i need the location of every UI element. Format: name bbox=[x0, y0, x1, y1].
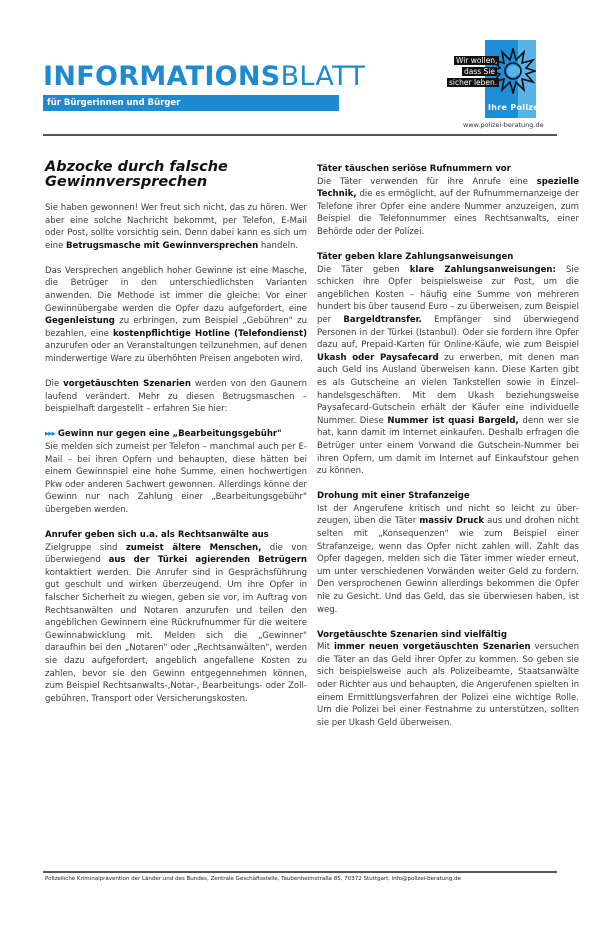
section-heading: Täter geben klare Zahlungsanweisungen bbox=[317, 252, 514, 263]
text: anzurufen oder an Veranstaltungen teilzunehmen, auf denen minderwertige Ware zu überhöhten Preisen angeboten wird. bbox=[45, 341, 307, 365]
intro-paragraph bbox=[45, 202, 307, 252]
text: Zielgruppe sind bbox=[45, 542, 126, 553]
emphasis: Bargeldtransfer. bbox=[343, 315, 422, 326]
slogan-line-1: Wir wollen, bbox=[456, 56, 498, 65]
text: Das Versprechen angeblich hoher Gewinne ist eine Masche, die Betrüger in den unterschiedlichsten Varianten anwenden. Die Methode ist immer die gleiche: Vor einer Gewinnübergabe werden die Opfer dazu aufgefordert, eine bbox=[45, 265, 307, 314]
text: Die bbox=[45, 379, 64, 390]
left-column bbox=[45, 160, 307, 718]
text: die von überwiegend bbox=[45, 542, 307, 566]
title-light: BLATT bbox=[280, 61, 366, 92]
emphasis: aus der Türkei agierenden Betrügern bbox=[108, 555, 308, 566]
text: werden von den Gaunern laufend verändert. Mehr zu diesen Betrugsmaschen – beispielhaft dargestellt – erfahren Sie hier: bbox=[45, 379, 307, 415]
slogan-line-3: sicher leben. bbox=[449, 78, 498, 87]
text: zu erbringen, zum Beispiel „Gebühren" zu bezahlen, eine bbox=[45, 316, 307, 339]
section-threat bbox=[317, 490, 579, 616]
text: die es ermöglicht, auf der Rufnummernanzeige der Telefone ihrer Opfer eine andere Nummer anzuzeigen, zum Beispiel die Telefonnummer eines Rechtsanwalts, einer Behörde oder der Polizei. bbox=[317, 189, 579, 237]
article-title: Abzocke durch falsche Gewinnversprechen bbox=[45, 159, 228, 190]
emphasis: spezielle Technik, bbox=[317, 176, 579, 200]
footer-divider bbox=[43, 871, 557, 873]
emphasis: vorgetäuschten Szenarien bbox=[63, 379, 191, 390]
website-link[interactable]: www.polizei-beratung.de bbox=[463, 121, 544, 129]
document-header bbox=[43, 40, 557, 130]
text: Empfänger sind überwiegend Personen in der Türkei (Istanbul). Oder sie fordern ihre Opfer dazu auf, Prepaid-Karten für Online-Käufe, wie zum Beispiel bbox=[317, 315, 579, 351]
section-spoofing bbox=[317, 163, 579, 239]
text: denn wer sie hat, kann damit im Internet einkaufen. Deshalb erfragen die Betrüger unter einem Vorwand die Gutschein-Nummer bei ihren Opfern, um damit im Internet auf Einkaufstour gehen zu können. bbox=[317, 415, 579, 477]
emphasis: Ukash oder Paysafecard bbox=[317, 352, 439, 363]
text: aus und drohen nicht selten mit „Konsequenzen" wie zum Beispiel einer Strafanzeige, wenn das Opfer nicht zahlen will. Zahlt das Opfer dagegen, melden sich die Täter immer wieder erneut, um unter verschiedenen Vorwänden weiter Geld zu fordern. Den versprochenen Gewinn allerdings bekommen die Opfer nie zu Gesicht. Und das Geld, das sie überwiesen haben, ist weg. bbox=[317, 516, 579, 615]
section-heading: Vorgetäuschte Szenarien sind vielfältig bbox=[317, 629, 507, 640]
section-heading: Drohung mit einer Strafanzeige bbox=[317, 491, 470, 502]
scenarios-paragraph bbox=[45, 378, 307, 416]
right-column bbox=[317, 163, 579, 742]
triple-arrow-icon: ▸▸▸ bbox=[45, 429, 55, 440]
section-heading: Täter täuschen seriöse Rufnummern vor bbox=[317, 164, 511, 174]
text: Mit bbox=[317, 642, 334, 653]
title-bold: INFORMATIONS bbox=[43, 61, 281, 92]
footer-address: Polizeiliche Kriminalprävention der Länder und des Bundes, Zentrale Geschäftsstelle, Taubenheimstraße 85, 70372 Stuttgart, info@polizei-beratung.de bbox=[45, 876, 461, 882]
section-lawyers bbox=[45, 529, 307, 705]
heading-text: Gewinn nur gegen eine „Bearbeitungsgebühr" bbox=[57, 429, 282, 440]
method-paragraph bbox=[45, 265, 307, 366]
slogan-line-2: dass Sie bbox=[464, 67, 496, 76]
text: Sie haben gewonnen! Wer freut sich nicht, das zu hören. Wer aber eine solche Nachricht bekommt, per Telefon, E-Mail oder Post, sollte vorsichtig sein. Denn dabei kann es sich um eine bbox=[45, 203, 307, 251]
text: Sie schicken ihre Opfer beispielsweise zur Post, um die angeblichen Kosten – häufig eine Summe von mehreren hundert bis über tausend Euro – zu überweisen, zum Beispiel per bbox=[317, 264, 580, 326]
police-logo bbox=[442, 40, 557, 129]
emphasis: klare Zahlungsanweisungen: bbox=[409, 264, 556, 275]
section-fee bbox=[45, 428, 307, 516]
section-payment bbox=[317, 251, 579, 478]
emphasis: Betrugsmasche mit Gewinnversprechen bbox=[66, 240, 259, 251]
text: Sie melden sich zumeist per Telefon – manchmal auch per E-Mail – bei ihren Opfern und behaupten, diese hätten bei einem Gewinnspiel eine hohe Summe, einen hochwertigen Pkw oder anderen Sachwert gewonnen. Allerdings könne der Gewinn nur nach Zahlung einer „Bearbeitungsgebühr" übergeben werden. bbox=[45, 442, 307, 515]
text: versuchen die Täter an das Geld ihrer Opfer zu kommen. So geben sie sich beispielsweise auch als Polizeibeamte, Staatsanwälte oder Richter aus und behaupten, die Angerufenen spielten in einem Ermittlungsverfahren der Polizei eine wichtige Rolle. Um die Polizei bei einer Festnahme zu unterstützen, sollten sie per Ukash Geld überweisen. bbox=[317, 642, 580, 728]
section-varied-scenarios bbox=[317, 629, 579, 730]
emphasis: zumeist ältere Menschen, bbox=[125, 542, 262, 553]
emphasis: massiv Druck bbox=[419, 516, 485, 527]
section-heading bbox=[45, 428, 307, 441]
document-title bbox=[43, 63, 365, 90]
subtitle-bar: für Bürgerinnen und Bürger bbox=[43, 95, 339, 111]
text: Die Täter verwenden für ihre Anrufe eine bbox=[317, 176, 537, 187]
emphasis: immer neuen vorgetäuschten Szenarien bbox=[334, 642, 531, 653]
logo-label: Ihre Polizei bbox=[488, 103, 543, 112]
text: kontaktiert werden. Die Anrufer sind in Gesprächsführung gut geschult und wirken überzeugend. Um ihre Opfer in falscher Sicherheit zu wiegen, geben sie vor, im Auftrag von Rechtsanwälten und Notaren anzurufen und teilen den angeblichen Gewinnern eine Rückrufnummer für die weitere Gewinnabwicklung mit. Melden sich die „Gewinner" daraufhin bei den „Notaren" oder „Rechtsanwälten", werden sie dazu aufgefordert, angeblich angefallene Kosten zu zahlen, bevor sie den Gewinn entgegennehmen können, zum Beispiel Rechtsanwalts-,Notar-, Bearbeitungs- oder Zollgebühren, Transport oder Versicherungskosten. bbox=[45, 567, 307, 704]
text: zu erwerben, mit denen man auch Geld ins Ausland überweisen kann. Diese Karten gibt es als Gutscheine an vielen Tankstellen sowie in Einzelhandelsgeschäften. Mit dem Ukash beziehungsweise Paysafecard-Gutschein erhält der Käufer eine individuelle Nummer. Diese bbox=[317, 352, 579, 426]
text: handeln. bbox=[258, 240, 299, 251]
text: Ist der Angerufene kritisch und nicht so leicht zu überzeugen, üben die Täter bbox=[317, 503, 579, 527]
section-heading: Anrufer geben sich u.a. als Rechtsanwälte aus bbox=[45, 530, 269, 541]
header-divider bbox=[43, 134, 557, 136]
emphasis: Gegenleistung bbox=[45, 316, 115, 327]
emphasis: Nummer ist quasi Bargeld, bbox=[387, 415, 519, 426]
emphasis: kostenpflichtige Hotline (Telefondienst) bbox=[112, 328, 307, 339]
text: Die Täter geben bbox=[317, 264, 410, 275]
